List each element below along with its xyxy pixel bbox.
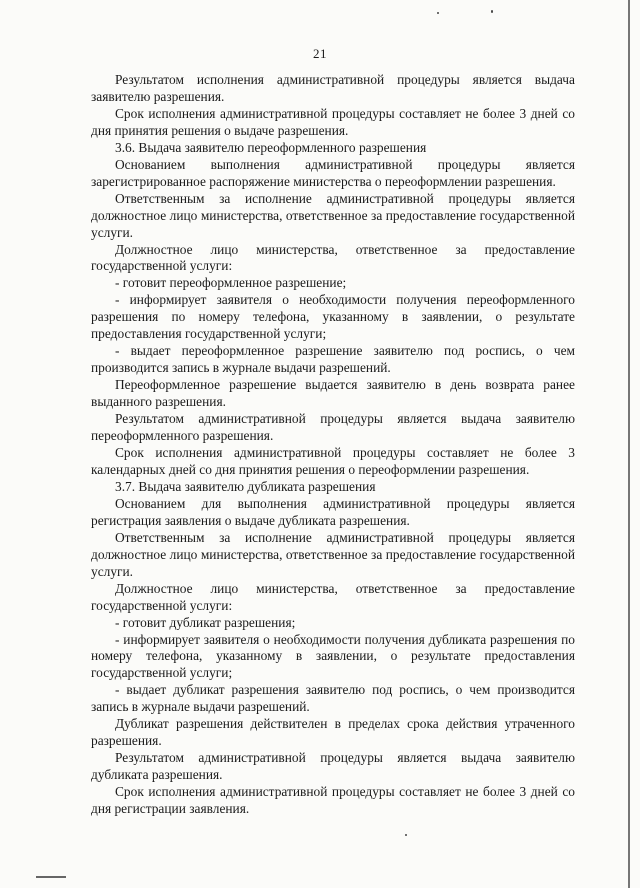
list-item: - информирует заявителя о необходимости получения дубликата разрешения по номеру телефона, указанному в заявлении, о результате предоставления государственной услуги; bbox=[91, 631, 575, 681]
list-item: - выдает переоформленное разрешение заявителю под роспись, о чем производится запись в журнале выдачи разрешений. bbox=[91, 343, 575, 376]
list-item: - готовит переоформленное разрешение; bbox=[115, 275, 347, 291]
paragraph: Результатом административной процедуры является выдача заявителю дубликата разрешения. bbox=[91, 750, 575, 783]
list-item: - готовит дубликат разрешения; bbox=[115, 614, 296, 630]
list-item: - информирует заявителя о необходимости получения переоформленного разрешения по номеру телефона, указанному в заявлении, о результате предоставления государственной услуги; bbox=[91, 292, 575, 342]
paragraph: Дубликат разрешения действителен в пределах срока действия утраченного разрешения. bbox=[91, 716, 575, 749]
scan-edge-line bbox=[628, 0, 630, 888]
scan-speck bbox=[405, 834, 407, 836]
paragraph: Срок исполнения административной процедуры составляет не более 3 дней со дня регистрации заявления. bbox=[91, 784, 575, 816]
paragraph: Срок исполнения административной процедуры составляет не более 3 календарных дней со дня принятия решения о переоформлении разрешения. bbox=[91, 444, 575, 477]
document-body bbox=[91, 72, 575, 818]
paragraph: Срок исполнения административной процедуры составляет не более 3 дней со дня принятия решения о выдаче разрешения. bbox=[91, 105, 575, 138]
paragraph: Ответственным за исполнение административной процедуры является должностное лицо министерства, ответственное за предоставление государственной услуги. bbox=[91, 190, 575, 240]
paragraph: Должностное лицо министерства, ответственное за предоставление государственной услуги: bbox=[91, 580, 575, 613]
section-heading: 3.6. Выдача заявителю переоформленного разрешения bbox=[115, 139, 427, 155]
scan-speck bbox=[437, 12, 439, 14]
paragraph: Основанием выполнения административной процедуры является зарегистрированное распоряжение министерства о переоформлении разрешения. bbox=[91, 156, 575, 189]
page-number: 21 bbox=[313, 46, 327, 61]
section-heading: 3.7. Выдача заявителю дубликата разрешения bbox=[115, 478, 376, 494]
paragraph: Основанием для выполнения административной процедуры является регистрация заявления о выдаче дубликата разрешения. bbox=[91, 495, 575, 528]
scan-footer-mark bbox=[36, 876, 66, 878]
paragraph: Результатом исполнения административной процедуры является выдача заявителю разрешения. bbox=[91, 72, 575, 104]
paragraph: Результатом административной процедуры является выдача заявителю переоформленного разрешения. bbox=[91, 411, 575, 443]
list-item: - выдает дубликат разрешения заявителю под роспись, о чем производится запись в журнале выдачи разрешений. bbox=[91, 682, 575, 715]
scan-speck bbox=[491, 10, 493, 13]
paragraph: Должностное лицо министерства, ответственное за предоставление государственной услуги: bbox=[91, 241, 575, 274]
paragraph: Переоформленное разрешение выдается заявителю в день возврата ранее выданного разрешения. bbox=[91, 377, 575, 410]
paragraph: Ответственным за исполнение административной процедуры является должностное лицо министерства, ответственное за предоставление государственной услуги. bbox=[91, 529, 575, 579]
